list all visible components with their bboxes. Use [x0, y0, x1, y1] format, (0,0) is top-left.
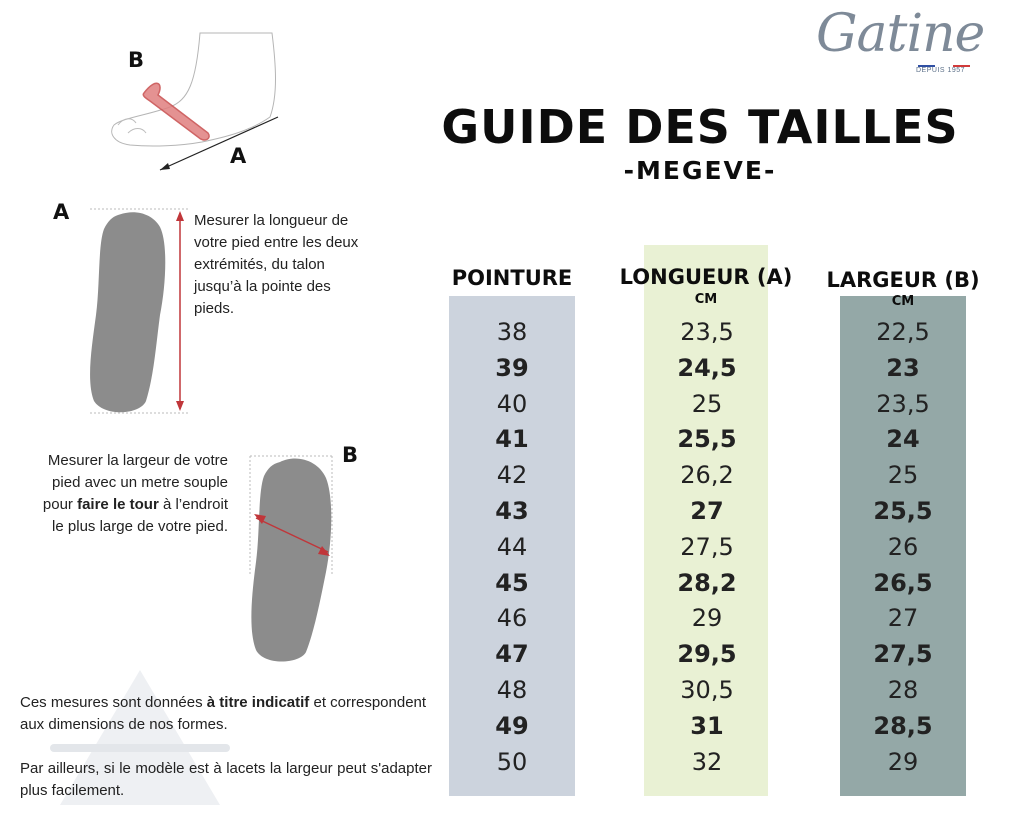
cell-largeur: 28,5 [873, 711, 933, 740]
foot-length-diagram [84, 205, 194, 420]
cell-largeur: 23,5 [876, 389, 930, 418]
section-b-text: Mesurer la largeur de votre pied avec un metre souple pour faire le tour à l’endroit le plus large de votre pied. [42, 452, 228, 535]
cell-largeur: 23 [886, 353, 920, 382]
cell-longueur: 29 [691, 604, 723, 633]
cell-pointure: 49 [495, 711, 529, 740]
cell-largeur: 27,5 [873, 640, 933, 669]
cell-largeur: 22,5 [876, 318, 930, 346]
cell-largeur: 26,5 [873, 568, 933, 597]
note-laces: Par ailleurs, si le modèle est à lacets la largeur peut s'adapter plus facilement. [20, 760, 432, 799]
cell-pointure: 39 [495, 353, 529, 382]
cell-longueur: 29,5 [677, 640, 737, 669]
cell-pointure: 43 [495, 497, 529, 525]
cell-largeur: 25 [887, 461, 919, 490]
note-indicative: Ces mesures sont données à titre indicatif et correspondent aux dimensions de nos formes. [20, 694, 427, 733]
cell-longueur: 30,5 [680, 676, 734, 704]
cell-largeur: 28 [887, 676, 919, 704]
diagram-label-a: A [230, 144, 247, 168]
header-longueur: LONGUEUR (A) [619, 265, 793, 289]
cell-pointure: 46 [496, 604, 528, 633]
page-subtitle: -MEGEVE- [623, 156, 777, 185]
section-b-letter: B [342, 443, 359, 467]
header-pointure: POINTURE [451, 266, 573, 290]
cell-largeur: 25,5 [873, 497, 933, 525]
cell-longueur: 26,2 [680, 461, 734, 490]
header-largeur: LARGEUR (B) [826, 268, 980, 292]
header-longueur-unit: CM [694, 292, 718, 307]
cell-longueur: 25,5 [677, 425, 737, 454]
cell-longueur: 24,5 [677, 353, 737, 382]
cell-pointure: 44 [496, 532, 528, 561]
cell-longueur: 28,2 [677, 568, 737, 597]
brand-tagline: DEPUIS 1957 [916, 67, 966, 74]
cell-longueur: 23,5 [680, 318, 734, 346]
foot-width-diagram [244, 452, 340, 667]
cell-largeur: 26 [887, 532, 919, 561]
header-largeur-unit: CM [891, 294, 915, 309]
page-title: GUIDE DES TAILLES [441, 100, 959, 154]
cell-largeur: 29 [887, 747, 919, 776]
cell-largeur: 27 [887, 604, 919, 633]
cell-longueur: 25 [691, 389, 723, 418]
section-a-letter: A [53, 200, 70, 224]
cell-largeur: 24 [886, 425, 920, 454]
diagram-label-b: B [128, 48, 145, 72]
section-a-text: Mesurer la longueur de votre pied entre les deux extrémités, du talon jusqu’à la pointe des pieds. [194, 212, 359, 317]
cell-pointure: 48 [496, 676, 528, 704]
cell-longueur: 31 [690, 711, 724, 740]
cell-longueur: 27,5 [680, 532, 734, 561]
cell-pointure: 45 [495, 568, 529, 597]
cell-pointure: 40 [496, 389, 528, 418]
brand-logo: Gatine [816, 4, 985, 64]
cell-longueur: 32 [691, 747, 723, 776]
cell-pointure: 47 [495, 640, 529, 669]
cell-pointure: 41 [495, 425, 529, 454]
cell-pointure: 50 [496, 747, 528, 776]
cell-longueur: 27 [690, 497, 724, 525]
cell-pointure: 38 [496, 318, 528, 346]
cell-pointure: 42 [496, 461, 528, 490]
